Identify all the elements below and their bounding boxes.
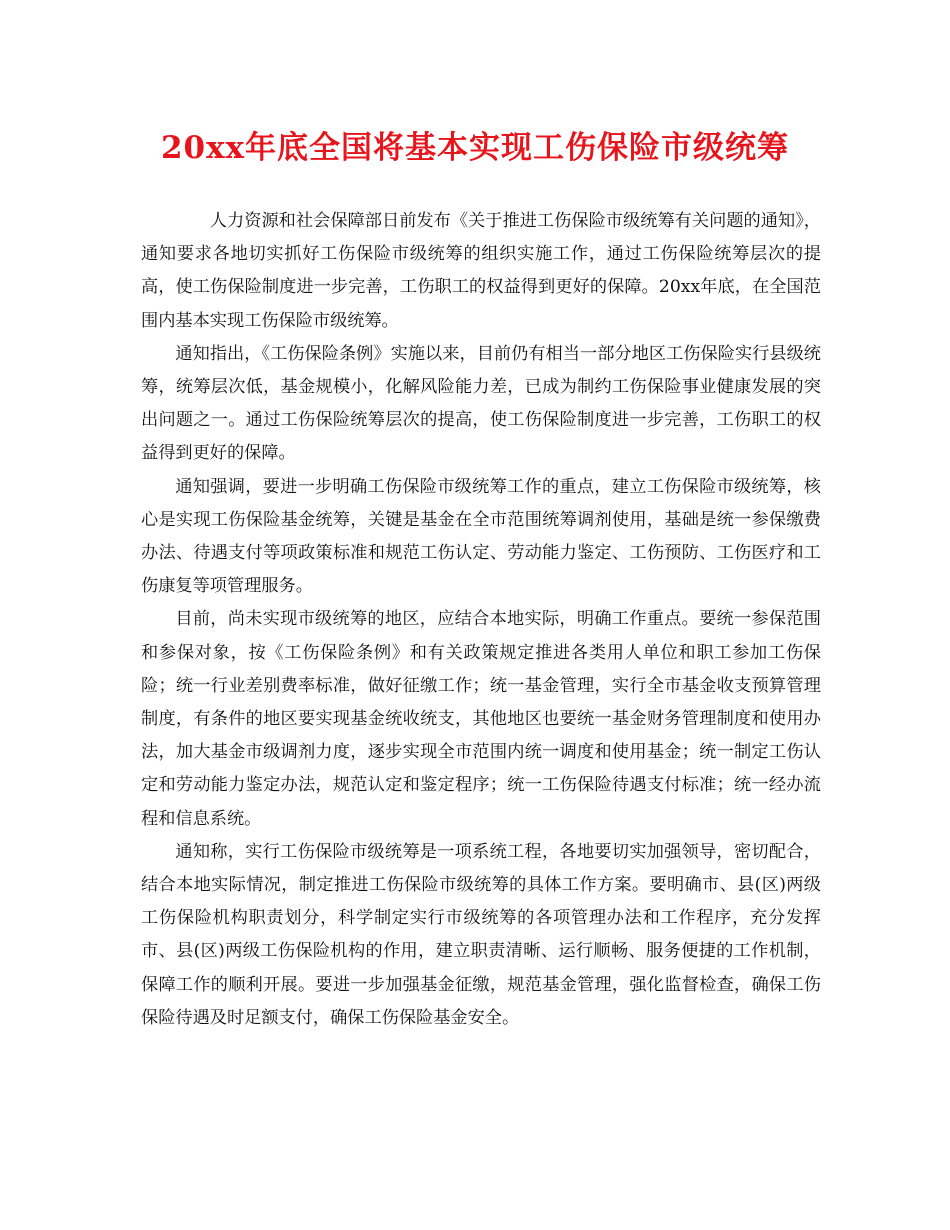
paragraph-3: 通知强调，要进一步明确工伤保险市级统筹工作的重点，建立工伤保险市级统筹，核心是实现工伤保险基金统筹，关键是基金在全市范围统筹调剂使用，基础是统一参保缴费办法、待遇支付等项政策标准和规范工伤认定、劳动能力鉴定、工伤预防、工伤医疗和工伤康复等项管理服务。 xyxy=(141,476,821,597)
paragraph-4: 目前，尚未实现市级统筹的地区，应结合本地实际，明确工作重点。要统一参保范围和参保对象，按《工伤保险条例》和有关政策规定推进各类用人单位和职工参加工伤保险；统一行业差别费率标准，做好征缴工作；统一基金管理，实行全市基金收支预算管理制度，有条件的地区要实现基金统收统支，其他地区也要统一基金财务管理制度和使用办法，加大基金市级调剂力度，逐步实现全市范围内统一调度和使用基金；统一制定工伤认定和劳动能力鉴定办法，规范认定和鉴定程序；统一工伤保险待遇支付标准；统一经办流程和信息系统。 xyxy=(141,609,821,829)
document-title: 20xx年底全国将基本实现工伤保险市级统筹 xyxy=(160,130,790,166)
paragraph-1: 人力资源和社会保障部日前发布《关于推进工伤保险市级统筹有关问题的通知》，通知要求各地切实抓好工伤保险市级统筹的组织实施工作，通过工伤保险统筹层次的提高，使工伤保险制度进一步完善，工伤职工的权益得到更好的保障。20xx年底，在全国范围内基本实现工伤保险市级统筹。 xyxy=(141,211,821,331)
document-body xyxy=(141,205,821,1035)
paragraph-2: 通知指出，《工伤保险条例》实施以来，目前仍有相当一部分地区工伤保险实行县级统筹，统筹层次低，基金规模小，化解风险能力差，已成为制约工伤保险事业健康发展的突出问题之一。通过工伤保险统筹层次的提高，使工伤保险制度进一步完善，工伤职工的权益得到更好的保障。 xyxy=(141,343,821,464)
paragraph-5: 通知称，实行工伤保险市级统筹是一项系统工程，各地要切实加强领导，密切配合，结合本地实际情况，制定推进工伤保险市级统筹的具体工作方案。要明确市、县(区)两级工伤保险机构职责划分，科学制定实行市级统筹的各项管理办法和工作程序，充分发挥市、县(区)两级工伤保险机构的作用，建立职责清晰、运行顺畅、服务便捷的工作机制，保障工作的顺利开展。要进一步加强基金征缴，规范基金管理，强化监督检查，确保工伤保险待遇及时足额支付，确保工伤保险基金安全。 xyxy=(141,841,821,1028)
